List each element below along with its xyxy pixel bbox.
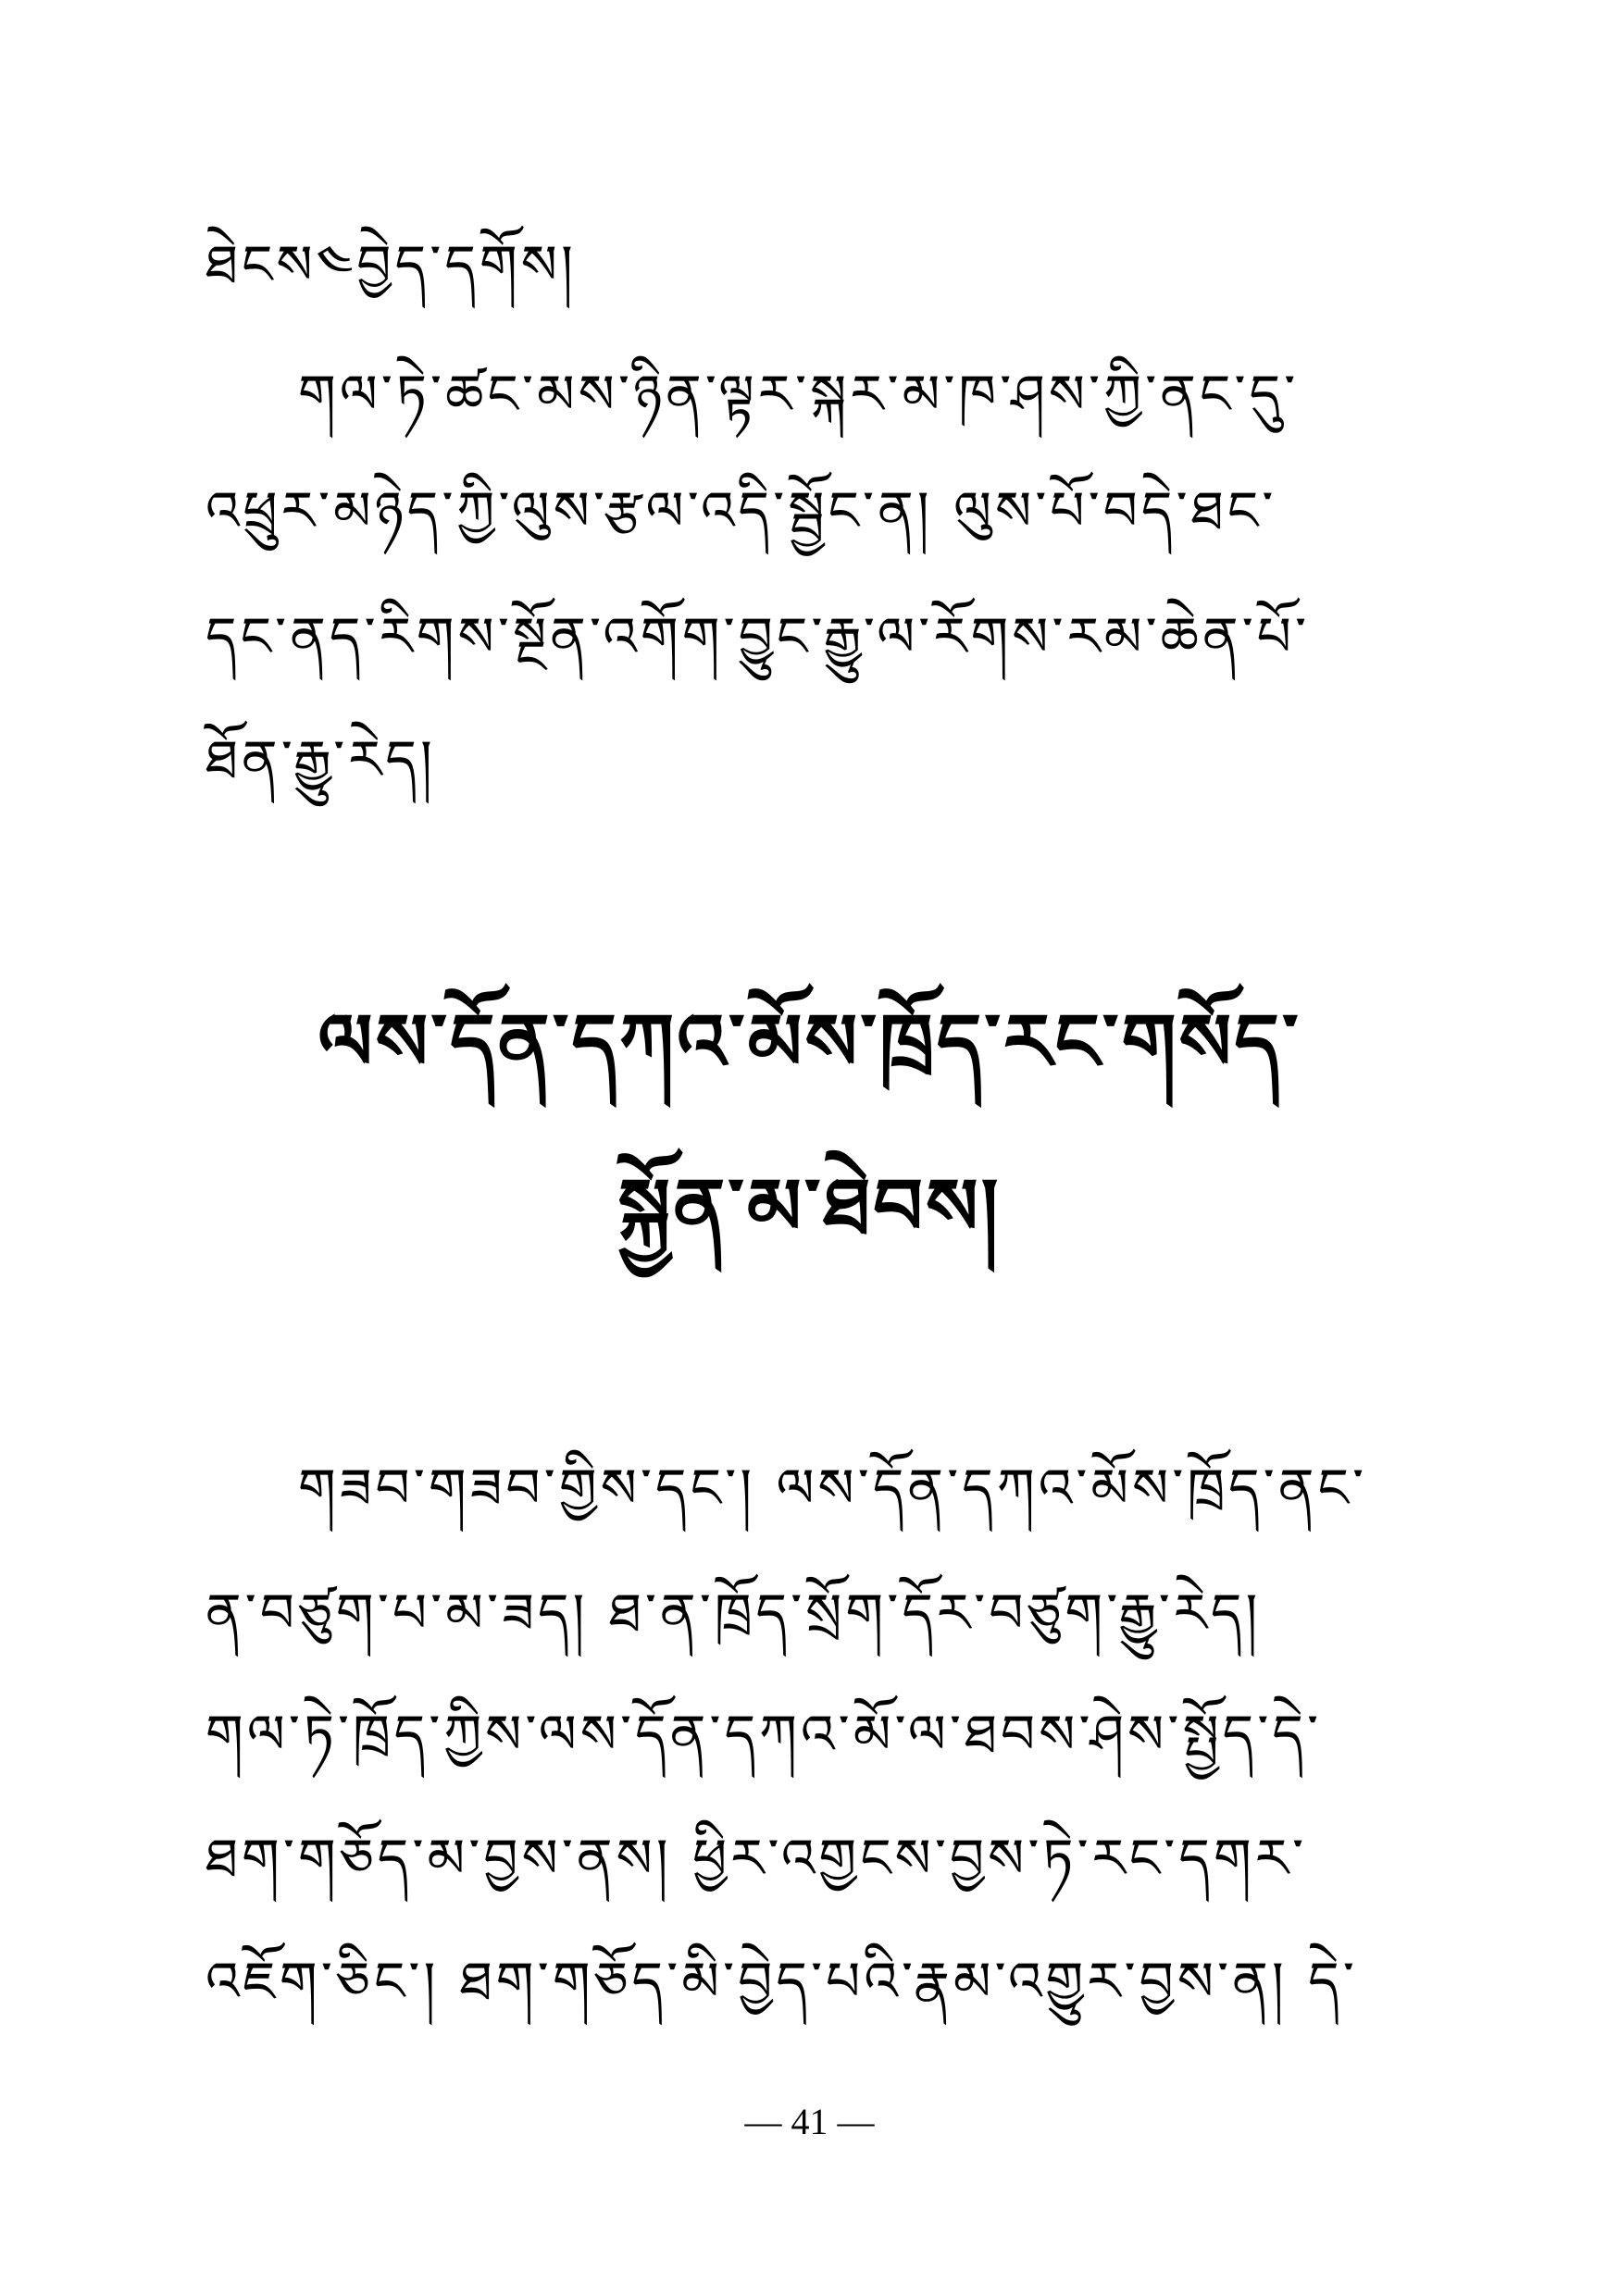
section-heading-line-2: སྐྱོན་མ་ཐེབས།: [617, 1160, 1002, 1252]
paragraph-line: འཇོག་ཅིང་། ཐག་གཅོད་མི་བྱེད་པའི་རྣམ་འགྱུར་བྱས་ན། དེ་: [205, 1950, 1358, 2013]
paragraph-line: ཐེངས༤བྱེད་དགོས།: [205, 233, 577, 296]
page-number: — 41 —: [744, 2101, 875, 2142]
paragraph-line: ན་བཙུག་པ་མ་ཟད། ཐ་ན་ཁྲོད་སྲོག་དོར་བཙུག་རྒྱུ་རེད།: [205, 1582, 1262, 1644]
paragraph-line: དང་ནད་རིགས་སྔོན་འགོག་བྱུང་རྒྱུ་ལ་རོགས་རམ་ཆེན་པོ་: [205, 605, 1311, 668]
section-heading-line-1: ལས་དོན་དཀའ་མོས་ཁྲོད་རང་གསོད་: [318, 996, 1301, 1087]
paragraph-line: ཐོན་རྒྱུ་རེད།: [205, 728, 436, 791]
paragraph-line: གལ་ཏེ་ཁྲོད་ཀྱིས་ལས་དོན་དཀའ་མོ་ལ་ཐབས་ཤེས་སྤྱོད་དེ་: [205, 1703, 1323, 1766]
paragraph-line: ཐག་གཅོད་མ་བྱས་ནས། ཕྱིར་འགྱངས་བྱས་ཏེ་རང་དགར་: [205, 1827, 1308, 1890]
paragraph-line: གཟབ་གཟབ་གྱིས་དང་། ལས་དོན་དཀའ་མོས་ཁྲོད་ནང་: [298, 1457, 1368, 1520]
paragraph-line: གལ་ཏེ་ཚང་མས་ཉིན་ལྟར་སྐར་མ་ཁ་ཤས་ཀྱི་ནང་དུ་: [298, 363, 1300, 426]
paragraph-line: འཕྲུར་མཉེད་ཀྱི་ལུས་རྩལ་འདི་སྦྱོང་ན། ལུས་པོ་བདེ་ཐང་: [205, 479, 1277, 542]
